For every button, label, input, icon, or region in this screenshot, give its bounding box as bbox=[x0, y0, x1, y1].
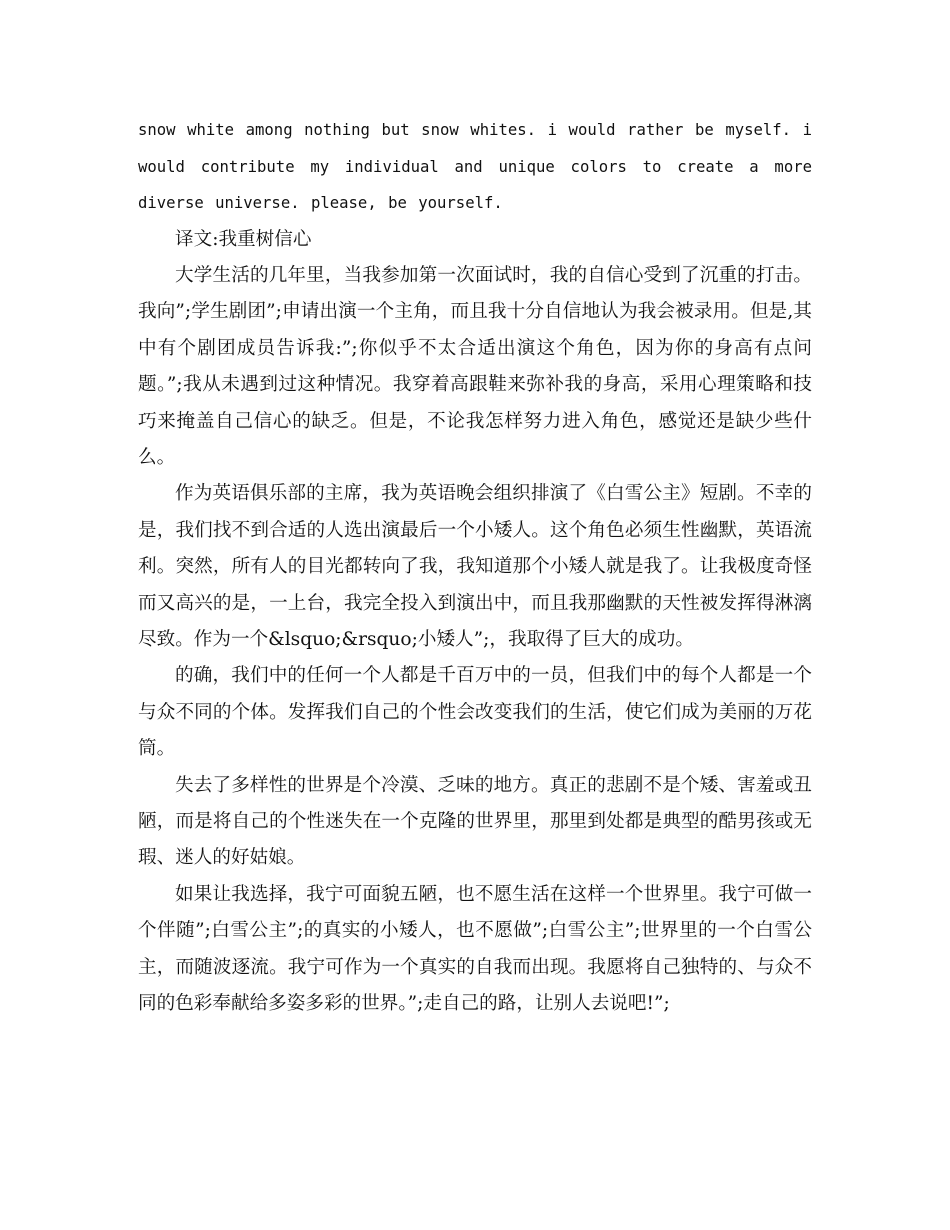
document-page bbox=[138, 112, 812, 1022]
paragraph-5: 如果让我选择，我宁可面貌五陋，也不愿生活在这样一个世界里。我宁可做一个伴随”;白雪公主”;的真实的小矮人，也不愿做”;白雪公主”;世界里的一个白雪公主，而随波逐流。我宁可作为一个真实的自我而出现。我愿将自己独特的、与众不同的色彩奉献给多姿多彩的世界。”;走自己的路，让别人去说吧!”; bbox=[138, 883, 812, 1015]
english-text-tail: snow white among nothing but snow whites. i would rather be myself. i would contribute my individual and unique colors to create a more diverse universe. please, be yourself. bbox=[138, 121, 812, 212]
paragraph-3: 的确，我们中的任何一个人都是千百万中的一员，但我们中的每个人都是一个与众不同的个体。发挥我们自己的个性会改变我们的生活，使它们成为美丽的万花筒。 bbox=[138, 665, 812, 760]
translation-heading: 译文:我重树信心 bbox=[175, 228, 312, 250]
paragraph-1: 大学生活的几年里，当我参加第一次面试时，我的自信心受到了沉重的打击。我向”;学生剧团”;申请出演一个主角，而且我十分自信地认为我会被录用。但是,其中有个剧团成员告诉我:”;你似乎不太合适出演这个角色，因为你的身高有点问题。”;我从未遇到过这种情况。我穿着高跟鞋来弥补我的身高，采用心理策略和技巧来掩盖自己信心的缺乏。但是，不论我怎样努力进入角色，感觉还是缺少些什么。 bbox=[138, 264, 812, 468]
paragraph-2: 作为英语俱乐部的主席，我为英语晚会组织排演了《白雪公主》短剧。不幸的是，我们找不到合适的人选出演最后一个小矮人。这个角色必须生性幽默，英语流利。突然，所有人的目光都转向了我，我知道那个小矮人就是我了。让我极度奇怪而又高兴的是，一上台，我完全投入到演出中，而且我那幽默的天性被发挥得淋漓尽致。作为一个&lsquo;&rsquo;小矮人”;，我取得了巨大的成功。 bbox=[138, 483, 812, 650]
paragraph-4: 失去了多样性的世界是个冷漠、乏味的地方。真正的悲剧不是个矮、害羞或丑陋，而是将自己的个性迷失在一个克隆的世界里，那里到处都是典型的酷男孩或无瑕、迷人的好姑娘。 bbox=[138, 774, 812, 869]
